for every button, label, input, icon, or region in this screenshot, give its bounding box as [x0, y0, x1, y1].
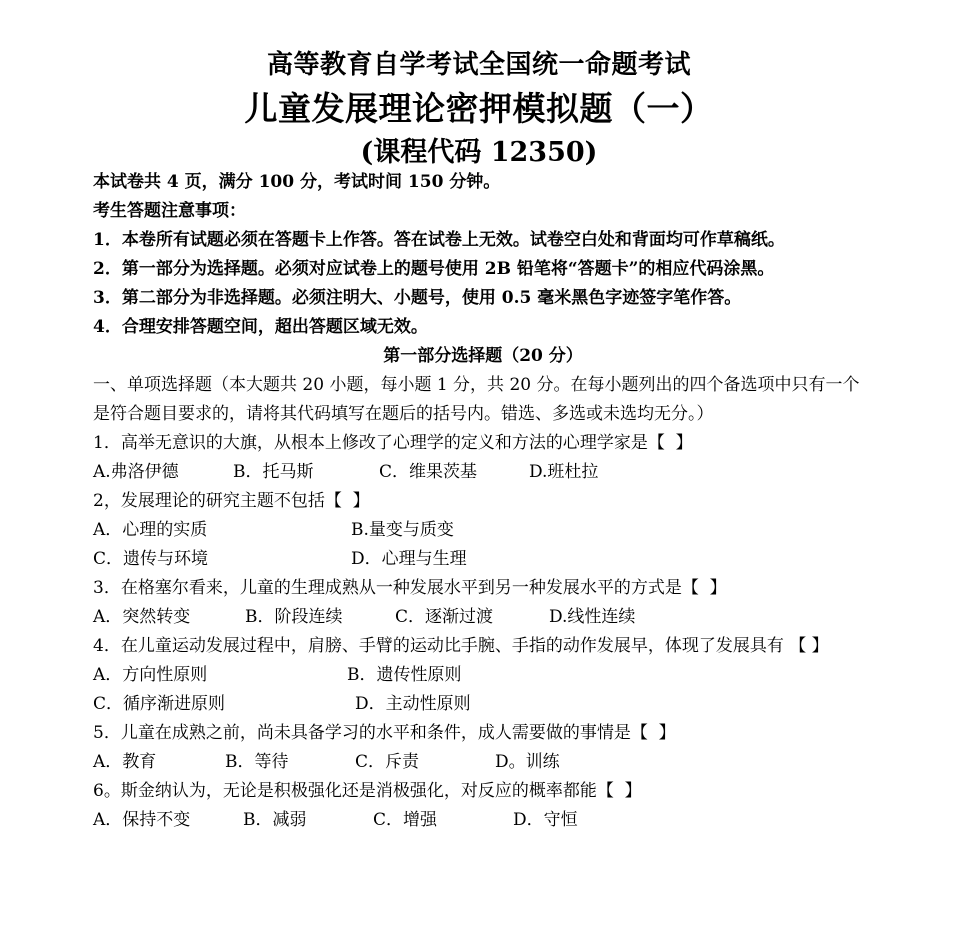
option-c: C．增强 — [373, 810, 438, 830]
question-options — [93, 806, 873, 835]
exam-subject-title: 儿童发展理论密押模拟题（一） — [244, 89, 714, 128]
option-a: A．心理的实质 — [93, 520, 208, 540]
question-stem: 1．高举无意识的大旗，从根本上修改了心理学的定义和方法的心理学家是【 】 — [93, 433, 693, 453]
part1-title: 第一部分选择题（20 分） — [383, 346, 583, 366]
option-a: A．突然转变 — [93, 607, 191, 627]
notice-item: 2．第一部分为选择题。必须对应试卷上的题号使用 2B 铅笔将“答题卡”的相应代码涂黑。 — [93, 259, 775, 279]
notice-item: 3．第二部分为非选择题。必须注明大、小题号，使用 0.5 毫米黑色字迹签字笔作答。 — [93, 288, 742, 308]
option-b: B．减弱 — [243, 810, 307, 830]
question-options — [93, 516, 873, 545]
question-options — [93, 690, 873, 719]
option-d: D．主动性原则 — [355, 694, 471, 714]
question-stem: 2，发展理论的研究主题不包括【 】 — [93, 491, 370, 511]
question-options — [93, 458, 873, 487]
option-b: B．托马斯 — [233, 462, 314, 482]
option-a: A．教育 — [93, 752, 157, 772]
notice-item: 4．合理安排答题空间，超出答题区域无效。 — [93, 317, 428, 337]
option-d: D．心理与生理 — [351, 549, 467, 569]
option-c: C．维果茨基 — [379, 462, 478, 482]
option-a: A．保持不变 — [93, 810, 191, 830]
option-c: C．遗传与环境 — [93, 549, 209, 569]
question-stem: 4．在儿童运动发展过程中，肩膀、手臂的运动比手腕、手指的动作发展早，体现了发展具有 【 】 — [93, 636, 829, 656]
option-b: B.量变与质变 — [351, 520, 454, 540]
option-d: D.班杜拉 — [529, 462, 599, 482]
option-d: D.线性连续 — [549, 607, 636, 627]
notice-item: 1．本卷所有试题必须在答题卡上作答。答在试卷上无效。试卷空白处和背面均可作草稿纸。 — [93, 230, 785, 250]
option-b: B．等待 — [225, 752, 289, 772]
part1-instruction: 一、单项选择题（本大题共 20 小题，每小题 1 分，共 20 分。在每小题列出的四个备选项中只有一个是符合题目要求的，请将其代码填写在题后的括号内。错选、多选或未选均无分。） — [93, 375, 860, 424]
exam-summary: 本试卷共 4 页，满分 100 分，考试时间 150 分钟。 — [93, 172, 501, 192]
option-c: C．逐渐过渡 — [395, 607, 494, 627]
option-c: C．斥责 — [355, 752, 420, 772]
option-b: B．阶段连续 — [245, 607, 343, 627]
exam-header-title: 高等教育自学考试全国统一命题考试 — [266, 50, 691, 80]
question-options — [93, 661, 873, 690]
question-options — [93, 545, 873, 574]
question-options — [93, 748, 873, 777]
question-stem: 5．儿童在成熟之前，尚未具备学习的水平和条件，成人需要做的事情是【 】 — [93, 723, 676, 743]
option-b: B．遗传性原则 — [347, 665, 462, 685]
notice-title: 考生答题注意事项： — [93, 201, 246, 221]
exam-body — [93, 168, 873, 835]
question-options — [93, 603, 873, 632]
option-a: A.弗洛伊德 — [93, 462, 179, 482]
option-d: D．守恒 — [513, 810, 578, 830]
option-d: D。训练 — [495, 752, 560, 772]
option-a: A．方向性原则 — [93, 665, 208, 685]
question-stem: 3．在格塞尔看来，儿童的生理成熟从一种发展水平到另一种发展水平的方式是【 】 — [93, 578, 727, 598]
question-stem: 6。斯金纳认为，无论是积极强化还是消极强化，对反应的概率都能【 】 — [93, 781, 642, 801]
option-c: C．循序渐进原则 — [93, 694, 226, 714]
course-code: (课程代码 12350) — [360, 137, 598, 168]
